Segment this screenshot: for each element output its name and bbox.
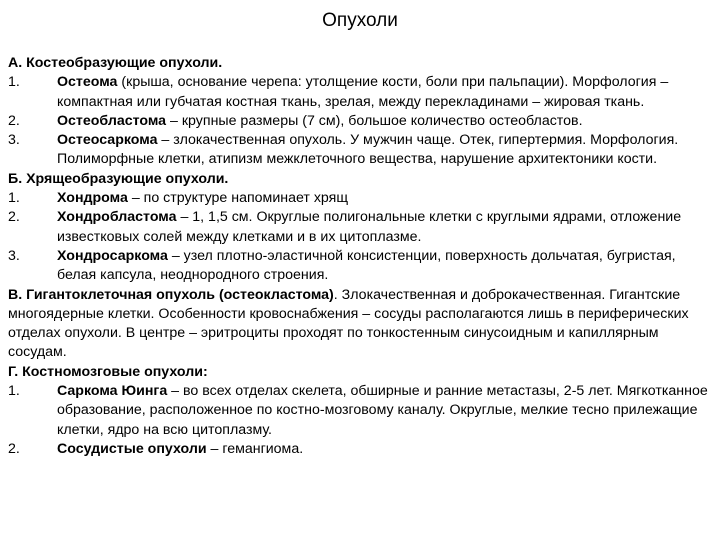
section-heading-b: Б. Хрящеобразующие опухоли. xyxy=(8,170,229,187)
item-number: 3. xyxy=(8,247,20,264)
item-description: – узел плотно-эластичной консистенции, поверхность дольчатая, бугристая, белая капсула, неоднородного строения. xyxy=(57,247,676,284)
item-term: Хондробластома xyxy=(57,209,177,226)
item-description: – 1, 1,5 см. Округлые полигональные клетки с круглыми ядрами, отложение известковых солей между клетками и в их цитоплазме. xyxy=(57,209,682,245)
item-term: Остеобластома xyxy=(57,112,167,129)
item-term: Остеома xyxy=(57,74,118,91)
list-item xyxy=(8,208,712,247)
list-item xyxy=(8,382,712,440)
list-item xyxy=(8,440,712,459)
section-heading-a: А. Костеобразующие опухоли. xyxy=(8,55,223,71)
slide-title: Опухоли xyxy=(322,10,398,31)
list-item xyxy=(8,73,712,112)
item-term: Остеосаркома xyxy=(57,132,158,149)
item-number: 2. xyxy=(8,112,20,129)
item-term: Саркома Юинга xyxy=(57,383,168,400)
item-description: – крупные размеры (7 см), большое количество остеобластов. xyxy=(166,112,583,129)
slide-content xyxy=(8,54,712,459)
item-number: 2. xyxy=(8,440,20,457)
item-number: 1. xyxy=(8,74,20,91)
section-heading-v: В. Гигантоклеточная опухоль (остеокластома) xyxy=(8,286,334,303)
item-term: Сосудистые опухоли xyxy=(57,440,207,457)
item-term: Хондросаркома xyxy=(57,247,168,264)
item-description: – во всех отделах скелета, обширные и ранние метастазы, 2-5 лет. Мягкотканное образование, расположенное по костно-мозговому каналу. Округлые, мелкие тесно прилежащие клетки, ядро на всю цитоплазму. xyxy=(57,383,708,438)
item-term: Хондрома xyxy=(57,190,128,207)
section-v xyxy=(8,286,712,363)
item-number: 1. xyxy=(8,190,20,207)
item-description: – гемангиома. xyxy=(206,440,304,457)
list-item xyxy=(8,189,712,208)
list-item xyxy=(8,112,712,131)
item-description: – злокачественная опухоль. У мужчин чаще. Отек, гипертермия. Морфология. Полиморфные клетки, атипизм межклеточного вещества, нарушение архитектоники кости. xyxy=(57,132,679,168)
item-number: 3. xyxy=(8,132,20,149)
list-item xyxy=(8,131,712,170)
section-v-description: . Злокачественная и доброкачественная. Гигантские многоядерные клетки. Особенности кровоснабжения – сосуды располагаются лишь в периферических отделах опухоли. В центре – эритроциты проходят по тонкостенным синусоидным и капиллярным сосудам. xyxy=(8,286,689,361)
list-item xyxy=(8,247,712,286)
item-number: 1. xyxy=(8,383,20,400)
section-heading-g: Г. Костномозговые опухоли: xyxy=(8,363,208,380)
item-number: 2. xyxy=(8,209,20,226)
item-description: (крыша, основание черепа: утолщение кости, боли при пальпации). Морфология – компактная или губчатая костная ткань, зрелая, между перекладинами – жировая ткань. xyxy=(57,74,669,110)
item-description: – по структуре напоминает хрящ xyxy=(127,190,349,207)
